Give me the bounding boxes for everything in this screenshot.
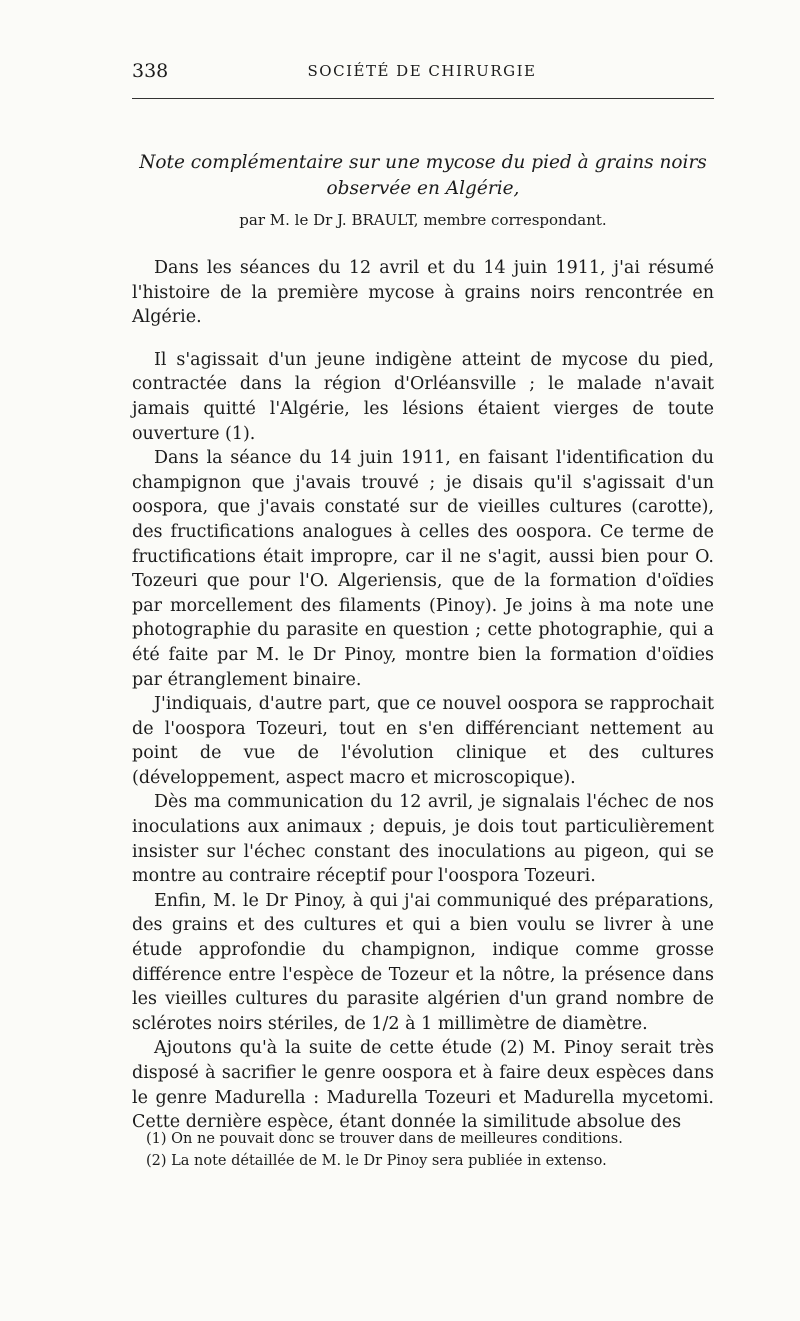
article-title: [132, 150, 714, 202]
page-header: [132, 60, 712, 84]
footnote: (1) On ne pouvait donc se trouver dans de meilleures conditions.: [146, 1131, 623, 1147]
running-title: SOCIÉTÉ DE CHIRURGIE: [307, 62, 537, 80]
paragraph: Dès ma communication du 12 avril, je signalais l'échec de nos inoculations aux animaux ; depuis, je dois tout particulièrement insister sur l'échec constant des inoculations au pigeon, qui se montre au contraire réceptif pour l'oospora Tozeuri.: [132, 792, 714, 887]
article-body: [132, 256, 714, 1135]
paragraph: Dans les séances du 12 avril et du 14 juin 1911, j'ai résumé l'histoire de la première mycose à grains noirs rencontrée en Algérie.: [132, 258, 714, 328]
paragraph: Il s'agissait d'un jeune indigène atteint de mycose du pied, contractée dans la région d'Orléansville ; le malade n'avait jamais quitté l'Algérie, les lésions étaient vierges de toute ouverture (1).: [132, 349, 714, 444]
footnotes: [132, 1128, 714, 1172]
title-line-2: observée en Algérie,: [326, 178, 520, 199]
page-number: 338: [132, 60, 169, 82]
paragraph: Enfin, M. le Dr Pinoy, à qui j'ai communiqué des préparations, des grains et des cultures et qui a bien voulu se livrer à une étude approfondie du champignon, indique comme grosse différence entre l'espèce de Tozeur et la nôtre, la présence dans les vieilles cultures du parasite algérien d'un grand nombre de sclérotes noirs stériles, de 1/2 à 1 millimètre de diamètre.: [132, 890, 714, 1034]
footnote: (2) La note détaillée de M. le Dr Pinoy sera publiée in extenso.: [146, 1153, 607, 1169]
title-line-1: Note complémentaire sur une mycose du pied à grains noirs: [139, 152, 707, 173]
header-rule: [132, 98, 714, 99]
paragraph: Dans la séance du 14 juin 1911, en faisant l'identification du champignon que j'avais trouvé ; je disais qu'il s'agissait d'un oospora, que j'avais constaté sur de vieilles cultures (carotte), des fructifications analogues à celles des oospora. Ce terme de fructifications était impropre, car il ne s'agit, aussi bien pour O. Tozeuri que pour l'O. Algeriensis, que de la formation d'oïdies par morcellement des filaments (Pinoy). Je joins à ma note une photographie du parasite en question ; cette photographie, qui a été faite par M. le Dr Pinoy, montre bien la formation d'oïdies par étranglement binaire.: [132, 448, 714, 690]
paragraph: Ajoutons qu'à la suite de cette étude (2) M. Pinoy serait très disposé à sacrifier le genre oospora et à faire deux espèces dans le genre Madurella : Madurella Tozeuri et Madurella mycetomi. Cette dernière espèce, étant donnée la similitude absolue des: [132, 1038, 714, 1133]
byline: par M. le Dr J. BRAULT, membre correspondant.: [239, 211, 607, 229]
paragraph: J'indiquais, d'autre part, que ce nouvel oospora se rapprochait de l'oospora Tozeuri, tout en s'en différenciant nettement au point de vue de l'évolution clinique et des cultures (développement, aspect macro et microscopique).: [132, 694, 714, 788]
